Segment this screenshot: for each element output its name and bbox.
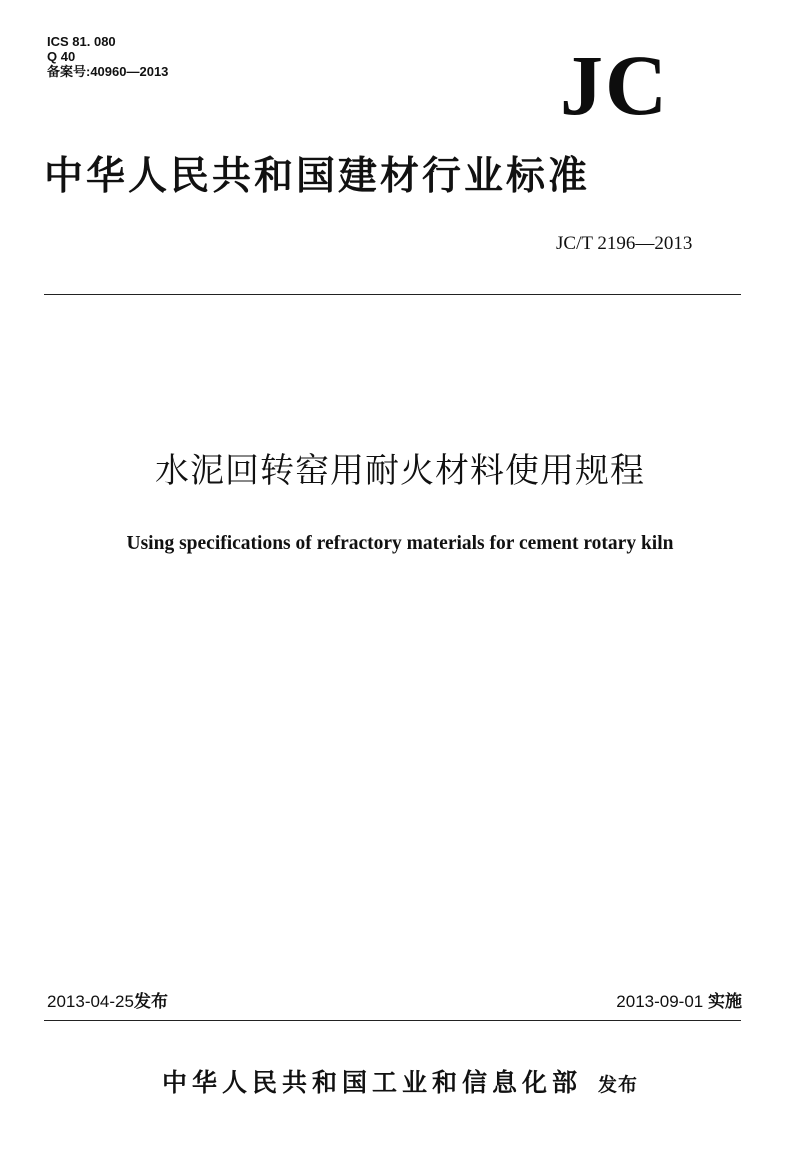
top-divider <box>44 294 741 295</box>
ics-code: ICS 81. 080 <box>47 34 116 49</box>
ccs-code: Q 40 <box>47 49 76 64</box>
jc-logo: JC <box>560 37 670 133</box>
bottom-divider <box>44 1020 741 1021</box>
publish-date-line <box>47 991 168 1013</box>
effective-date-line <box>616 991 742 1013</box>
filing-number: 备案号:40960—2013 <box>47 64 169 79</box>
publish-label: 发布 <box>133 992 168 1012</box>
effective-date: 2013-09-01 <box>616 992 704 1011</box>
standard-number: JC/T 2196—2013 <box>556 233 693 254</box>
classification-block <box>47 34 168 79</box>
issue-action: 发布 <box>598 1074 639 1096</box>
issuing-organization: 中华人民共和国工业和信息化部 <box>161 1068 582 1097</box>
document-title-chinese: 水泥回转窑用耐火材料使用规程 <box>155 451 645 491</box>
issuer-line <box>0 1063 800 1099</box>
publish-date: 2013-04-25 <box>47 992 134 1011</box>
document-title-english: Using specifications of refractory materials for cement rotary kiln <box>126 533 674 554</box>
effective-label: 实施 <box>708 992 742 1012</box>
standard-category-title: 中华人民共和国建材行业标准 <box>44 154 591 199</box>
